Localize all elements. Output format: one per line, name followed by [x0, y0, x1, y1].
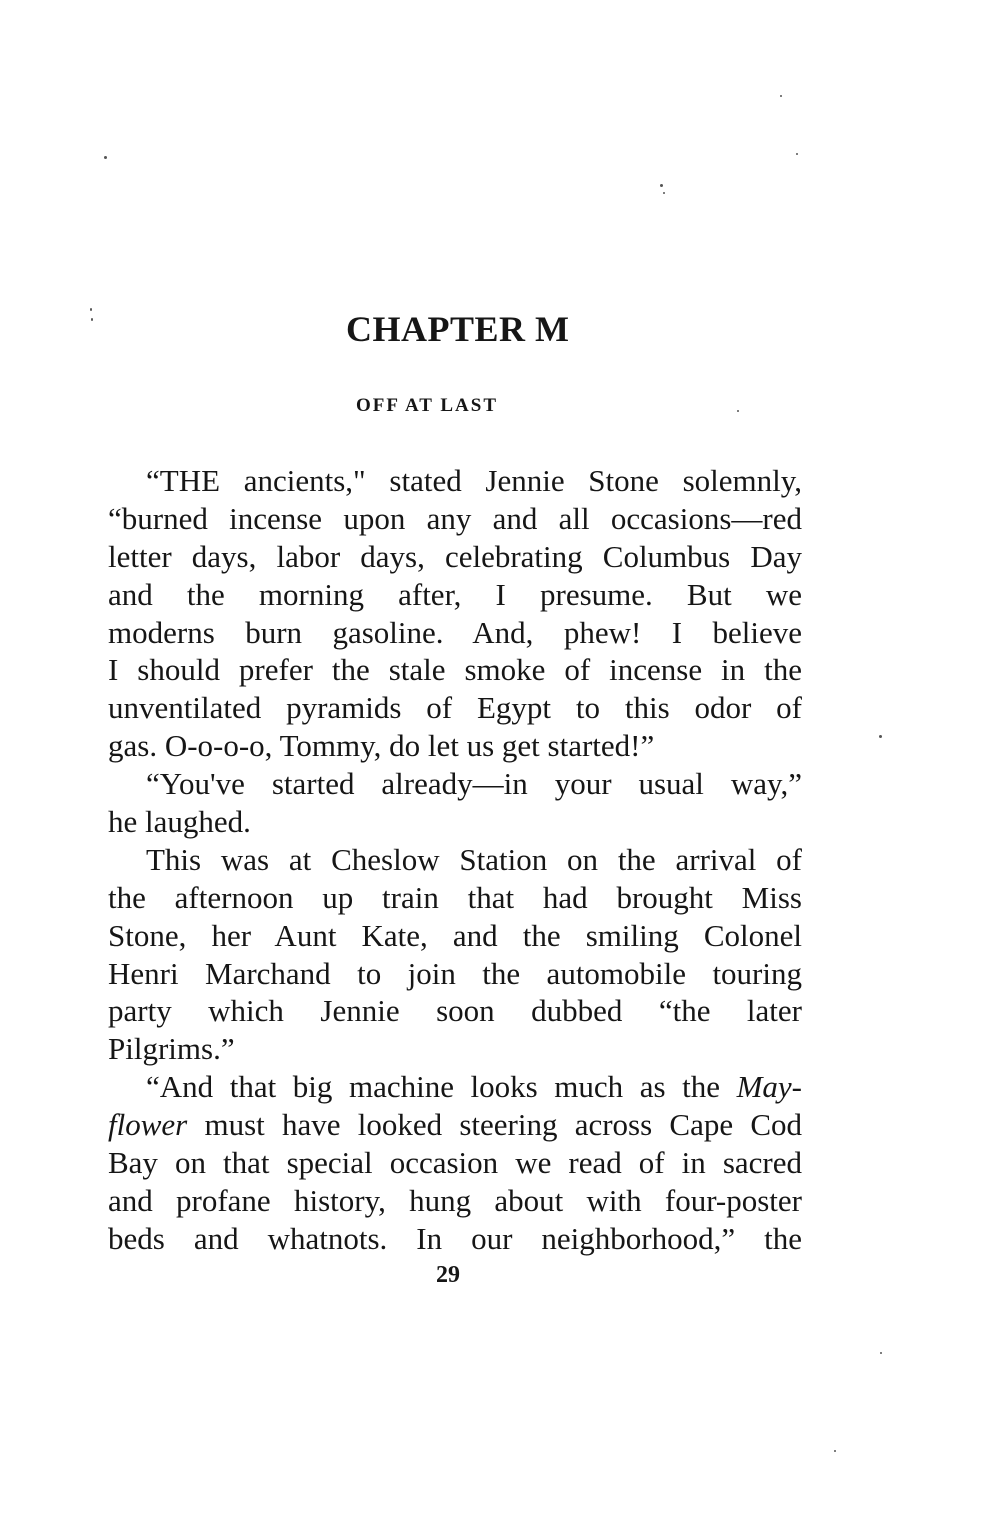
text-line: Henri Marchand to join the automobile touring	[108, 955, 802, 991]
opening-word: “THE	[146, 463, 221, 498]
chapter-title: CHAPTER M	[346, 309, 570, 349]
text-line: he laughed.	[108, 804, 251, 840]
text-line: “burned incense upon any and all occasions—red	[108, 500, 802, 536]
text-line: party which Jennie soon dubbed “the later	[108, 993, 802, 1029]
scan-speck	[663, 192, 665, 194]
scan-speck	[796, 153, 798, 155]
italic-word: May-	[736, 1069, 802, 1105]
scan-speck	[90, 308, 92, 311]
scan-speck	[879, 735, 882, 738]
scan-speck	[91, 318, 93, 321]
text-line: beds and whatnots. In our neighborhood,” the	[108, 1220, 802, 1256]
text-line: unventilated pyramids of Egypt to this odor of	[108, 690, 802, 726]
italic-word: flower	[108, 1107, 188, 1143]
text-line: Pilgrims.”	[108, 1031, 235, 1067]
scan-speck	[660, 184, 663, 187]
text-line: Stone, her Aunt Kate, and the smiling Colonel	[108, 917, 802, 953]
text-line: This was at Cheslow Station on the arrival of	[146, 841, 802, 877]
text-line: “And that big machine looks much as the May-	[146, 1069, 802, 1105]
text-line: “THE ancients," stated Jennie Stone solemnly,	[146, 463, 802, 498]
scan-speck	[737, 410, 739, 412]
text-line: and profane history, hung about with four-poster	[108, 1182, 802, 1218]
text-line: flower must have looked steering across Cape Cod	[108, 1107, 802, 1143]
text-line: and the morning after, I presume. But we	[108, 576, 802, 612]
text-line: I should prefer the stale smoke of incense in the	[108, 652, 802, 688]
scan-speck	[780, 95, 782, 97]
chapter-subtitle: OFF AT LAST	[356, 395, 499, 416]
scan-speck	[880, 1352, 882, 1354]
body-text	[108, 462, 802, 1258]
text-line: “You've started already—in your usual way,”	[146, 766, 802, 802]
scan-speck	[834, 1450, 836, 1452]
text-line: the afternoon up train that had brought Miss	[108, 879, 802, 915]
text-line: Bay on that special occasion we read of in sacred	[108, 1145, 802, 1181]
text-line: gas. O-o-o-o, Tommy, do let us get started!”	[108, 728, 655, 764]
scan-speck	[104, 156, 107, 159]
text-line: letter days, labor days, celebrating Columbus Day	[108, 538, 802, 574]
text-line: moderns burn gasoline. And, phew! I believe	[108, 614, 802, 650]
page-number: 29	[436, 1262, 460, 1288]
